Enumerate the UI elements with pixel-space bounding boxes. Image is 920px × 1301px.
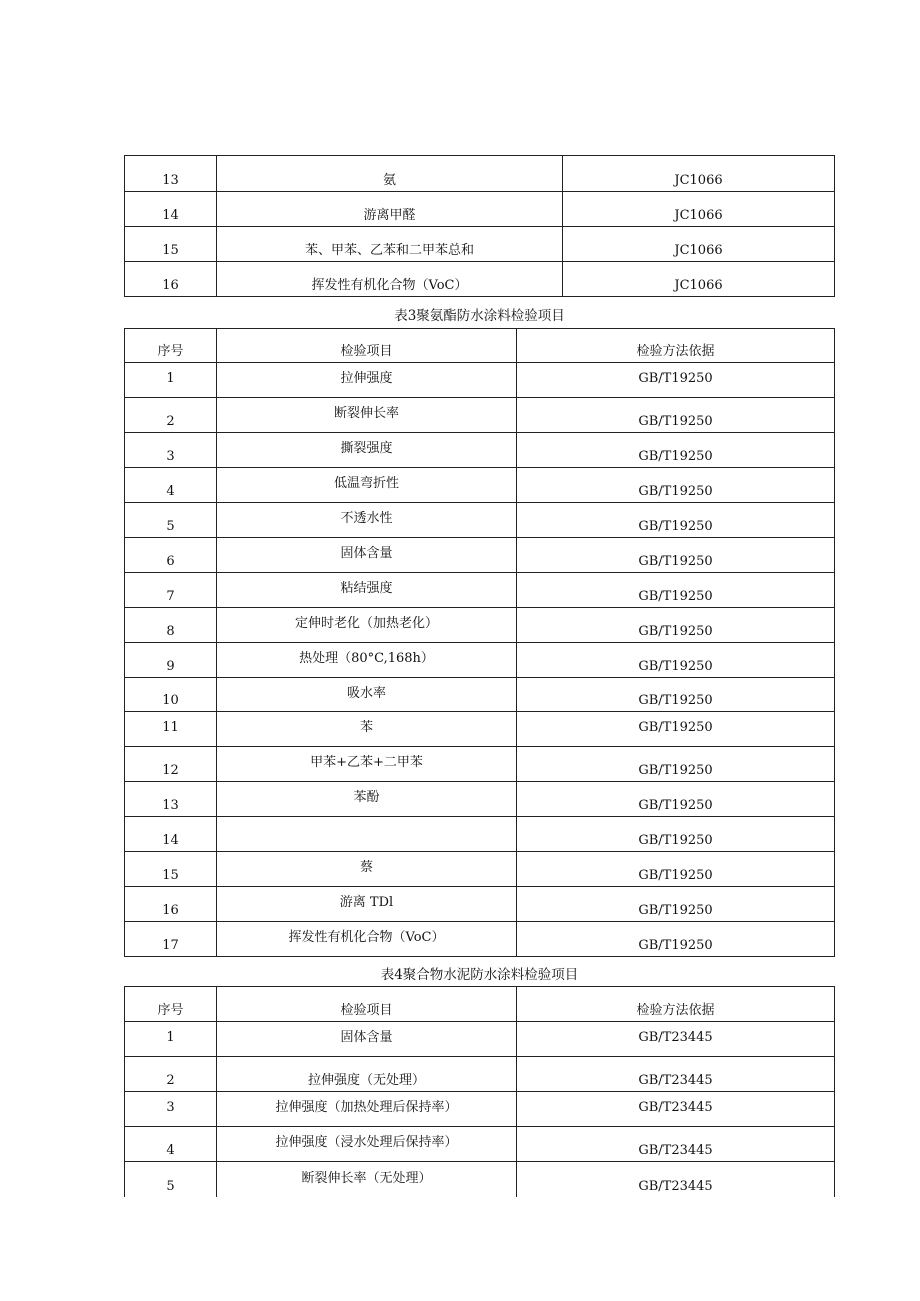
row-number: 7 — [125, 573, 217, 608]
row-number: 4 — [125, 1127, 217, 1162]
table-row — [125, 398, 835, 433]
row-method: GB/T23445 — [517, 1022, 835, 1057]
table-body — [125, 329, 835, 957]
row-method: GB/T19250 — [517, 922, 835, 957]
row-method: GB/T19250 — [517, 468, 835, 503]
header-number: 序号 — [125, 987, 217, 1022]
row-method: GB/T19250 — [517, 852, 835, 887]
table-row — [125, 747, 835, 782]
table-row — [125, 678, 835, 712]
table-row — [125, 712, 835, 747]
row-item: 挥发性有机化合物（VoC） — [217, 922, 517, 957]
row-method: GB/T19250 — [517, 538, 835, 573]
table-header-row — [125, 329, 835, 363]
row-number: 5 — [125, 1162, 217, 1197]
row-number: 5 — [125, 503, 217, 538]
row-number: 16 — [125, 887, 217, 922]
table-row — [125, 262, 835, 297]
row-item: 粘结强度 — [217, 573, 517, 608]
table-row — [125, 573, 835, 608]
row-method: GB/T23445 — [517, 1162, 835, 1197]
row-item: 低温弯折性 — [217, 468, 517, 503]
row-number: 3 — [125, 1092, 217, 1127]
row-method: JC1066 — [563, 192, 835, 227]
table-row — [125, 468, 835, 503]
row-item: 苯酚 — [217, 782, 517, 817]
row-number: 2 — [125, 398, 217, 433]
table-row — [125, 156, 835, 192]
table-row — [125, 1127, 835, 1162]
row-number: 13 — [125, 156, 217, 192]
row-method: GB/T19250 — [517, 782, 835, 817]
row-item: 游离甲醛 — [217, 192, 563, 227]
row-item: 固体含量 — [217, 1022, 517, 1057]
row-number: 11 — [125, 712, 217, 747]
header-number: 序号 — [125, 329, 217, 363]
row-number: 12 — [125, 747, 217, 782]
table3 — [124, 328, 835, 957]
header-item: 检验项目 — [217, 329, 517, 363]
row-number: 10 — [125, 678, 217, 712]
row-item: 断裂伸长率（无处理） — [217, 1162, 517, 1197]
row-item: 定伸时老化（加热老化） — [217, 608, 517, 643]
row-number: 6 — [125, 538, 217, 573]
row-item: 拉伸强度（加热处理后保持率） — [217, 1092, 517, 1127]
row-item: 拉伸强度（浸水处理后保持率） — [217, 1127, 517, 1162]
table3-caption: 表3聚氨酯防水涂料检验项目 — [394, 308, 565, 324]
row-item: 甲苯+乙苯+二甲苯 — [217, 747, 517, 782]
table-continued — [124, 155, 835, 297]
row-number: 3 — [125, 433, 217, 468]
row-method: GB/T19250 — [517, 747, 835, 782]
row-item: 游离 TDl — [217, 887, 517, 922]
table-row — [125, 782, 835, 817]
table4-caption: 表4聚合物水泥防水涂料检验项目 — [380, 967, 579, 983]
row-item: 断裂伸长率 — [217, 398, 517, 433]
row-item — [217, 817, 517, 852]
row-item: 蔡 — [217, 852, 517, 887]
row-number: 1 — [125, 363, 217, 398]
row-number: 8 — [125, 608, 217, 643]
row-number: 1 — [125, 1022, 217, 1057]
row-method: GB/T19250 — [517, 398, 835, 433]
table4 — [124, 986, 835, 1197]
row-method: GB/T19250 — [517, 573, 835, 608]
table-row — [125, 608, 835, 643]
table-row — [125, 1162, 835, 1197]
row-method: GB/T23445 — [517, 1092, 835, 1127]
table-row — [125, 922, 835, 957]
row-item: 挥发性有机化合物（VoC） — [217, 262, 563, 297]
row-number: 16 — [125, 262, 217, 297]
row-item: 拉伸强度（无处理） — [217, 1057, 517, 1092]
header-method: 检验方法依据 — [517, 329, 835, 363]
header-method: 检验方法依据 — [517, 987, 835, 1022]
row-number: 14 — [125, 192, 217, 227]
row-item: 不透水性 — [217, 503, 517, 538]
table-row — [125, 192, 835, 227]
row-number: 15 — [125, 852, 217, 887]
table-row — [125, 363, 835, 398]
table-row — [125, 1057, 835, 1092]
row-item: 苯 — [217, 712, 517, 747]
table-row — [125, 433, 835, 468]
table-row — [125, 503, 835, 538]
table-row — [125, 643, 835, 678]
row-number: 4 — [125, 468, 217, 503]
row-item: 撕裂强度 — [217, 433, 517, 468]
table-header-row — [125, 987, 835, 1022]
row-method: GB/T19250 — [517, 608, 835, 643]
table-row — [125, 852, 835, 887]
row-method: GB/T19250 — [517, 712, 835, 747]
row-method: GB/T23445 — [517, 1057, 835, 1092]
row-number: 17 — [125, 922, 217, 957]
row-method: GB/T19250 — [517, 503, 835, 538]
row-item: 苯、甲苯、乙苯和二甲苯总和 — [217, 227, 563, 262]
table-body — [125, 156, 835, 297]
row-method: JC1066 — [563, 156, 835, 192]
table-row — [125, 227, 835, 262]
row-number: 14 — [125, 817, 217, 852]
row-item: 热处理（80°C,168h） — [217, 643, 517, 678]
table-row — [125, 1022, 835, 1057]
table-row — [125, 887, 835, 922]
row-method: GB/T19250 — [517, 678, 835, 712]
row-method: GB/T19250 — [517, 433, 835, 468]
header-item: 检验项目 — [217, 987, 517, 1022]
table-row — [125, 1092, 835, 1127]
row-item: 拉伸强度 — [217, 363, 517, 398]
row-method: GB/T19250 — [517, 363, 835, 398]
row-method: JC1066 — [563, 262, 835, 297]
row-number: 9 — [125, 643, 217, 678]
row-method: JC1066 — [563, 227, 835, 262]
row-number: 15 — [125, 227, 217, 262]
row-number: 2 — [125, 1057, 217, 1092]
row-method: GB/T23445 — [517, 1127, 835, 1162]
row-item: 氨 — [217, 156, 563, 192]
table-row — [125, 817, 835, 852]
row-item: 固体含量 — [217, 538, 517, 573]
row-method: GB/T19250 — [517, 887, 835, 922]
row-number: 13 — [125, 782, 217, 817]
row-method: GB/T19250 — [517, 643, 835, 678]
table-row — [125, 538, 835, 573]
row-item: 吸水率 — [217, 678, 517, 712]
table-body — [125, 987, 835, 1198]
row-method: GB/T19250 — [517, 817, 835, 852]
